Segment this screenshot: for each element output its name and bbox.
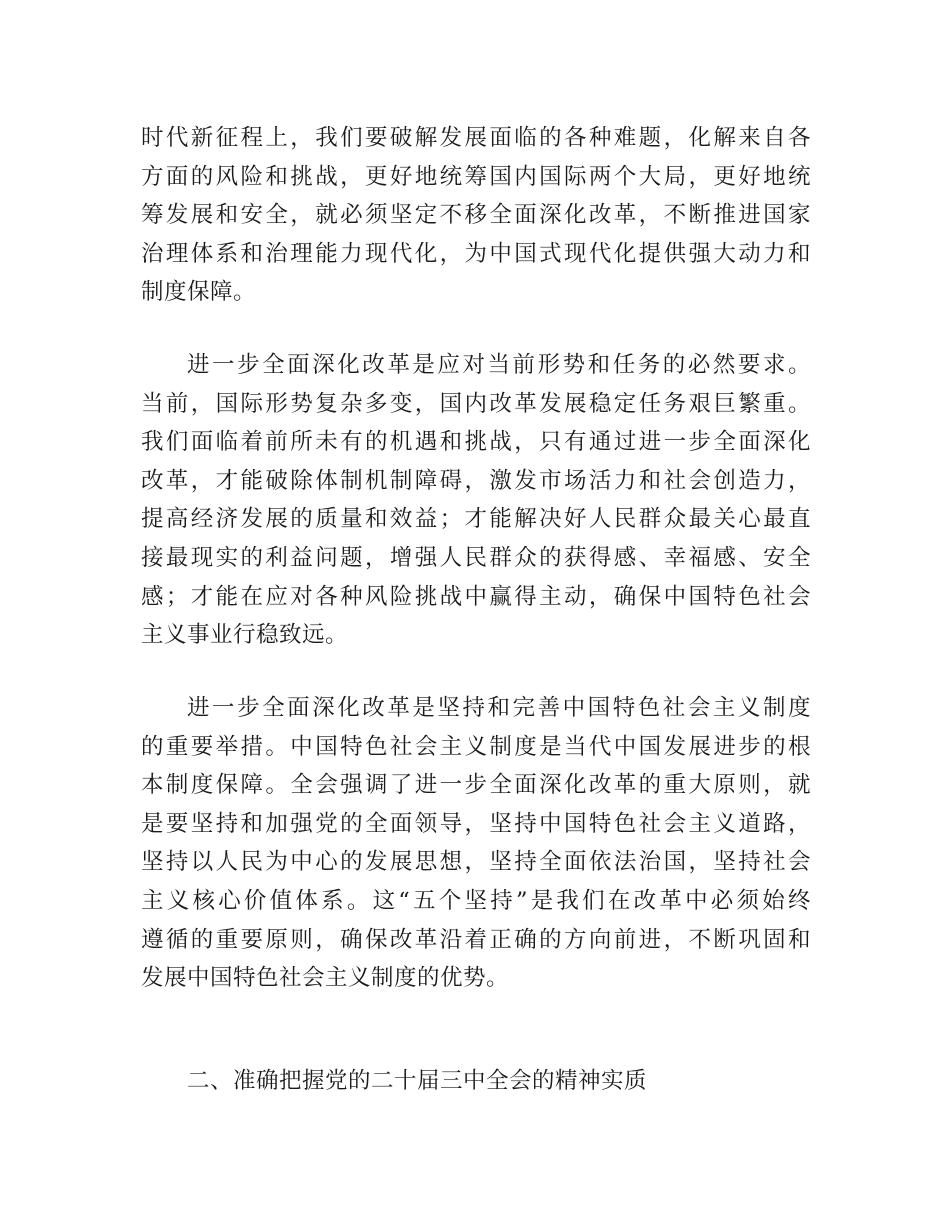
paragraph-line: 改革，才能破除体制机制障碍，激发市场活力和社会创造力， xyxy=(141,467,811,494)
paragraph-line: 接最现实的利益问题，增强人民群众的获得感、幸福感、安全 xyxy=(141,544,811,571)
section-heading: 二、准确把握党的二十届三中全会的精神实质 xyxy=(187,1068,648,1094)
paragraph-line: 提高经济发展的质量和效益；才能解决好人民群众最关心最直 xyxy=(141,506,811,533)
paragraph-line: 时代新征程上，我们要破解发展面临的各种难题，化解来自各 xyxy=(141,125,811,151)
paragraph-line: 发展中国特色社会主义制度的优势。 xyxy=(141,965,510,992)
paragraph-line: 制度保障。 xyxy=(141,279,257,306)
paragraph-line: 当前，国际形势复杂多变，国内改革发展稳定任务艰巨繁重。 xyxy=(141,390,811,417)
paragraph-line: 主义核心价值体系。这“五个坚持”是我们在改革中必须始终 xyxy=(141,887,811,914)
paragraph-1 xyxy=(141,119,811,312)
paragraph-line: 我们面临着前所未有的机遇和挑战，只有通过进一步全面深化 xyxy=(141,429,811,456)
paragraph-line: 主义事业行稳致远。 xyxy=(141,622,349,649)
paragraph-line: 遵循的重要原则，确保改革沿着正确的方向前进，不断巩固和 xyxy=(141,926,811,953)
paragraph-3 xyxy=(141,689,811,998)
paragraph-line: 是要坚持和加强党的全面领导，坚持中国特色社会主义道路， xyxy=(141,810,811,837)
paragraph-2 xyxy=(141,346,811,655)
paragraph-line: 的重要举措。中国特色社会主义制度是当代中国发展进步的根 xyxy=(141,733,811,760)
paragraph-line: 本制度保障。全会强调了进一步全面深化改革的重大原则，就 xyxy=(141,772,811,799)
paragraph-line: 坚持以人民为中心的发展思想，坚持全面依法治国，坚持社会 xyxy=(141,849,811,876)
paragraph-line: 进一步全面深化改革是坚持和完善中国特色社会主义制度 xyxy=(187,695,811,721)
paragraph-line: 感；才能在应对各种风险挑战中赢得主动，确保中国特色社会 xyxy=(141,583,811,610)
paragraph-line: 筹发展和安全，就必须坚定不移全面深化改革，不断推进国家 xyxy=(141,202,811,229)
paragraph-line: 进一步全面深化改革是应对当前形势和任务的必然要求。 xyxy=(187,352,811,378)
paragraph-line: 方面的风险和挑战，更好地统筹国内国际两个大局，更好地统 xyxy=(141,163,811,190)
paragraph-line: 治理体系和治理能力现代化，为中国式现代化提供强大动力和 xyxy=(141,240,811,267)
